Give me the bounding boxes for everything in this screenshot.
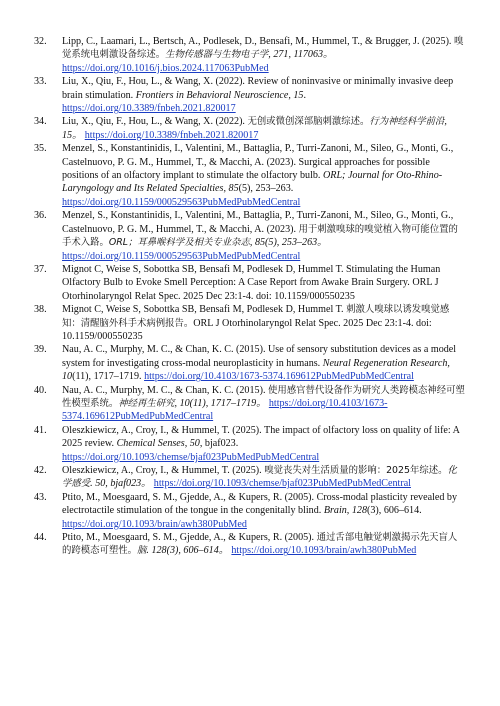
- reference-doi-link[interactable]: https://doi.org/10.4103/1673-5374.169612PubMedPubMedCentral: [62, 397, 388, 423]
- reference-authors: Ptito, M., Moesgaard, S. M., Gjedde, A., & Kupers, R. (2005).: [62, 532, 317, 544]
- reference-title: 通过舌部电触觉刺激揭示先天盲人的跨模态可塑性。: [62, 532, 458, 557]
- reference-doi-link[interactable]: https://doi.org/10.3389/fnbeh.2021.820017: [62, 103, 236, 115]
- reference-item-32: [34, 35, 466, 75]
- reference-details: , 15。: [62, 116, 447, 141]
- reference-number: 43.: [34, 491, 47, 503]
- reference-text: Mignot C, Weise S, Sobottka SB, Bensafi M, Podlesek D, Hummel T. Stimulating the Human Olfactory Bulb to Evoke Smell Perception: A Case Report from Awake Brain Surgery. ORL J Otorhinolaryngol Relat Spec. 2025 Dec 23:1-4. doi: 10.1159/000550235: [62, 263, 441, 302]
- reference-number: 41.: [34, 424, 47, 436]
- reference-authors: Menzel, S., Konstantinidis, I., Valentini, M., Battaglia, P., Turri-Zanoni, M., Sileo, G., Monti, G., Castelnuovo, P. G. M., Hummel, T., & Macchi, A. (2023).: [62, 210, 454, 235]
- reference-number: 42.: [34, 465, 47, 476]
- reference-doi-link[interactable]: https://doi.org/10.3389/fnbeh.2021.820017: [84, 129, 259, 141]
- reference-details: , bjaf023.: [199, 438, 239, 450]
- reference-authors: Oleszkiewicz, A., Croy, I., & Hummel, T. (2025).: [62, 465, 265, 476]
- reference-details: ORL J Otorhinolaryngol Relat Spec. 2025 Dec 23:1-4. doi: 10.1159/000550235: [62, 317, 432, 342]
- reference-journal: ORL; Journal for Oto-Rhino-Laryngology and Its Related Specialties, 85: [62, 170, 443, 195]
- reference-item-35: [34, 142, 466, 209]
- reference-authors: Nau, A. C., Murphy, M. C., & Chan, K. C. (2015).: [62, 384, 268, 396]
- reference-title: 用于刺激嗅球的嗅觉植入物可能位置的手术入路。: [62, 223, 458, 249]
- reference-authors: Nau, A. C., Murphy, M. C., & Chan, K. C. (2015). Use of sensory substitution devices as a model system for investigating cross-modal neuroplasticity in humans.: [62, 344, 457, 369]
- reference-authors: Liu, X., Qiu, F., Hou, L., & Wang, X. (2022).: [62, 116, 248, 128]
- reference-doi-link[interactable]: https://doi.org/10.1016/j.bios.2024.117063PubMed: [62, 62, 269, 74]
- reference-journal: Chemical Senses, 50: [116, 438, 200, 450]
- reference-details: . 128(3), 606–614。: [146, 545, 229, 557]
- reference-authors: Lipp, C., Laamari, L., Bertsch, A., Podlesek, D., Bensafi, M., Hummel, T., & Brugger, J. (2025).: [62, 36, 454, 47]
- reference-title: 无创或微创深部脑刺激综述。: [247, 116, 370, 128]
- reference-number: 37.: [34, 263, 47, 275]
- reference-doi-link[interactable]: https://doi.org/10.1093/chemse/bjaf023PubMedPubMedCentral: [153, 478, 411, 490]
- reference-journal: 神经再生研究: [118, 397, 175, 409]
- reference-details: .: [303, 89, 306, 101]
- reference-doi-link[interactable]: https://doi.org/10.1093/brain/awh380PubMed: [231, 545, 417, 557]
- reference-number: 40.: [34, 384, 47, 396]
- reference-journal: 化学感受: [62, 465, 457, 490]
- reference-details: , 271, 117063。: [268, 49, 334, 61]
- reference-item-41: [34, 424, 466, 464]
- reference-journal: Neural Regeneration Research, 10: [62, 357, 450, 383]
- reference-title: 刺激人嗅球以诱发嗅觉感知：清醒脑外科手术病例报告。: [62, 304, 450, 329]
- reference-title: 嗅觉丧失对生活质量的影响：2025年综述。: [264, 465, 448, 476]
- reference-list: [34, 35, 466, 558]
- reference-item-37: [34, 263, 466, 303]
- reference-number: 44.: [34, 532, 47, 544]
- reference-journal: 行为神经科学前沿: [369, 116, 445, 128]
- reference-journal: Brain, 128: [323, 505, 367, 517]
- reference-item-33: [34, 75, 466, 115]
- reference-number: 38.: [34, 304, 47, 316]
- reference-journal: ORL；耳鼻喉科学及相关专业杂志: [108, 237, 250, 249]
- reference-number: 39.: [34, 344, 47, 356]
- reference-number: 34.: [34, 116, 47, 128]
- reference-authors: Menzel, S., Konstantinidis, I., Valentini, M., Battaglia, P., Turri-Zanoni, M., Sileo, G., Monti, G., Castelnuovo, P. G. M., Hummel, T., & Macchi, A. (2023). Surgical approaches for possible positions of an olfactory implant to stimulate the olfactory bulb.: [62, 143, 454, 182]
- reference-item-43: [34, 491, 466, 531]
- reference-journal: 生物传感器与生物电子学: [165, 49, 269, 61]
- reference-details: (3), 606–614.: [367, 505, 422, 517]
- reference-item-44: [34, 531, 466, 558]
- reference-doi-link[interactable]: https://doi.org/10.1159/000529563PubMedPubMedCentral: [62, 250, 301, 262]
- reference-item-39: [34, 343, 466, 383]
- reference-number: 32.: [34, 36, 47, 47]
- reference-journal: Frontiers in Behavioral Neuroscience, 15: [135, 89, 304, 101]
- reference-doi-link[interactable]: https://doi.org/10.4103/1673-5374.169612PubMedPubMedCentral: [144, 371, 414, 383]
- reference-doi-link[interactable]: https://doi.org/10.1093/chemse/bjaf023PubMedPubMedCentral: [62, 451, 320, 463]
- reference-authors: Liu, X., Qiu, F., Hou, L., & Wang, X. (2022). Review of noninvasive or minimally invasive deep brain stimulation.: [62, 76, 454, 101]
- reference-details: (11), 1717–1719.: [72, 371, 145, 383]
- reference-item-38: [34, 303, 466, 343]
- reference-item-36: [34, 209, 466, 263]
- reference-authors: Ptito, M., Moesgaard, S. M., Gjedde, A., & Kupers, R. (2005). Cross-modal plasticity revealed by electrotactile stimulation of the tongue in the congenitally blind.: [62, 491, 458, 517]
- reference-item-42: [34, 464, 466, 491]
- reference-title: 嗅觉系统电刺激设备综述。: [62, 36, 464, 61]
- reference-details: , 10(11), 1717–1719。: [174, 397, 267, 409]
- reference-authors: Oleszkiewicz, A., Croy, I., & Hummel, T. (2025). The impact of olfactory loss on quality of life: A 2025 review.: [62, 424, 460, 450]
- reference-details: . 50, bjaf023。: [90, 478, 152, 490]
- reference-details: (5), 253–263.: [238, 183, 294, 195]
- reference-doi-link[interactable]: https://doi.org/10.1159/000529563PubMedPubMedCentral: [62, 196, 301, 208]
- reference-authors: Mignot C, Weise S, Sobottka SB, Bensafi M, Podlesek D, Hummel T.: [62, 304, 347, 316]
- reference-number: 33.: [34, 76, 47, 88]
- reference-title: 使用感官替代设备作为研究人类跨模态神经可塑性模型系统。: [62, 384, 465, 409]
- reference-details: , 85(5), 253–263。: [249, 237, 328, 249]
- reference-number: 36.: [34, 210, 47, 222]
- reference-number: 35.: [34, 143, 47, 155]
- reference-item-40: [34, 384, 466, 424]
- reference-item-34: [34, 115, 466, 142]
- reference-doi-link[interactable]: https://doi.org/10.1093/brain/awh380PubMed: [62, 518, 247, 530]
- reference-journal: 脑: [137, 545, 147, 557]
